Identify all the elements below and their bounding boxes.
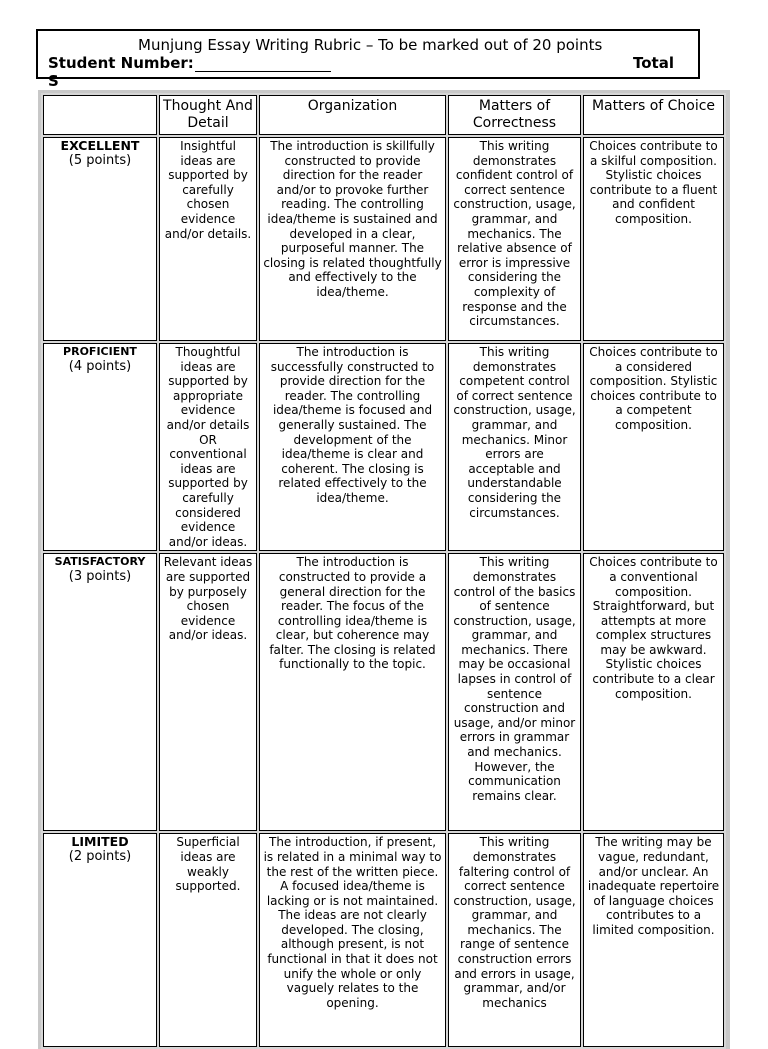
- level-name: PROFICIENT: [63, 345, 137, 358]
- level-cell: [43, 833, 157, 1047]
- student-number-label: Student Number:: [48, 54, 194, 72]
- level-cell: [43, 343, 157, 551]
- organization-cell: The introduction is skillfully constructed to provide direction for the reader and/or to provoke further reading. The controlling idea/theme is sustained and developed in a clear, purposeful manner. The closing is related thoughtfully and effectively to the idea/theme.: [259, 137, 446, 341]
- column-header-thought: Thought And Detail: [159, 95, 257, 135]
- level-name: LIMITED: [71, 834, 129, 850]
- correctness-cell: This writing demonstrates faltering control of correct sentence construction, usage, grammar, and mechanics. The range of sentence construction errors and errors in usage, grammar, and/or mechanics: [448, 833, 581, 1047]
- level-points: (3 points): [68, 568, 132, 584]
- rubric-table: [41, 93, 726, 1049]
- level-name: SATISFACTORY: [54, 555, 146, 569]
- student-number-field[interactable]: [48, 54, 331, 72]
- level-cell: [43, 137, 157, 341]
- document-title: Munjung Essay Writing Rubric – To be marked out of 20 points: [138, 36, 603, 54]
- choice-cell: The writing may be vague, redundant, and/or unclear. An inadequate repertoire of language choices contributes to a limited composition.: [583, 833, 724, 1047]
- table-row: [43, 137, 724, 341]
- rubric-header: [36, 29, 700, 90]
- table-header-row: [43, 95, 724, 135]
- level-name: EXCELLENT: [60, 138, 140, 153]
- cut-off-text: S: [48, 72, 59, 90]
- organization-cell: The introduction is constructed to provide a general direction for the reader. The focus of the controlling idea/theme is clear, but coherence may falter. The closing is related functionally to the topic.: [259, 553, 446, 831]
- rubric-table-frame: [38, 90, 730, 1049]
- choice-cell: Choices contribute to a considered composition. Stylistic choices contribute to a competent composition.: [583, 343, 724, 551]
- thought-cell: Thoughtful ideas are supported by appropriate evidence and/or details OR conventional ideas are supported by carefully considered evidence and/or ideas.: [159, 343, 257, 551]
- column-header-organization: Organization: [259, 95, 446, 135]
- organization-cell: The introduction, if present, is related in a minimal way to the rest of the written piece. A focused idea/theme is lacking or is not maintained. The ideas are not clearly developed. The closing, although present, is not functional in that it does not unify the whole or only vaguely relates to the opening.: [259, 833, 446, 1047]
- level-cell: [43, 553, 157, 831]
- total-label: Total: [633, 54, 674, 72]
- correctness-cell: This writing demonstrates control of the basics of sentence construction, usage, grammar, and mechanics. There may be occasional lapses in control of sentence construction and usage, and/or minor errors in grammar and mechanics. However, the communication remains clear.: [448, 553, 581, 831]
- table-row: [43, 833, 724, 1047]
- correctness-cell: This writing demonstrates competent control of correct sentence construction, usage, grammar, and mechanics. Minor errors are acceptable and understandable considering the circumstances.: [448, 343, 581, 551]
- choice-cell: Choices contribute to a conventional composition. Straightforward, but attempts at more complex structures may be awkward. Stylistic choices contribute to a clear composition.: [583, 553, 724, 831]
- thought-cell: Relevant ideas are supported by purposely chosen evidence and/or ideas.: [159, 553, 257, 831]
- table-row: [43, 343, 724, 551]
- level-points: (2 points): [68, 848, 132, 864]
- column-header-choice: Matters of Choice: [583, 95, 724, 135]
- level-points: (5 points): [68, 152, 132, 168]
- column-header-correctness: Matters of Correctness: [448, 95, 581, 135]
- organization-cell: The introduction is successfully constructed to provide direction for the reader. The controlling idea/theme is focused and generally sustained. The development of the idea/theme is clear and coherent. The closing is related effectively to the idea/theme.: [259, 343, 446, 551]
- thought-cell: Superficial ideas are weakly supported.: [159, 833, 257, 1047]
- student-number-blank[interactable]: [195, 57, 331, 72]
- table-row: [43, 553, 724, 831]
- level-points: (4 points): [68, 358, 132, 374]
- correctness-cell: This writing demonstrates confident control of correct sentence construction, usage, grammar, and mechanics. The relative absence of error is impressive considering the complexity of response and the circumstances.: [448, 137, 581, 341]
- column-header-blank: [43, 95, 157, 135]
- thought-cell: Insightful ideas are supported by carefully chosen evidence and/or details.: [159, 137, 257, 341]
- choice-cell: Choices contribute to a skilful composition. Stylistic choices contribute to a fluent and confident composition.: [583, 137, 724, 341]
